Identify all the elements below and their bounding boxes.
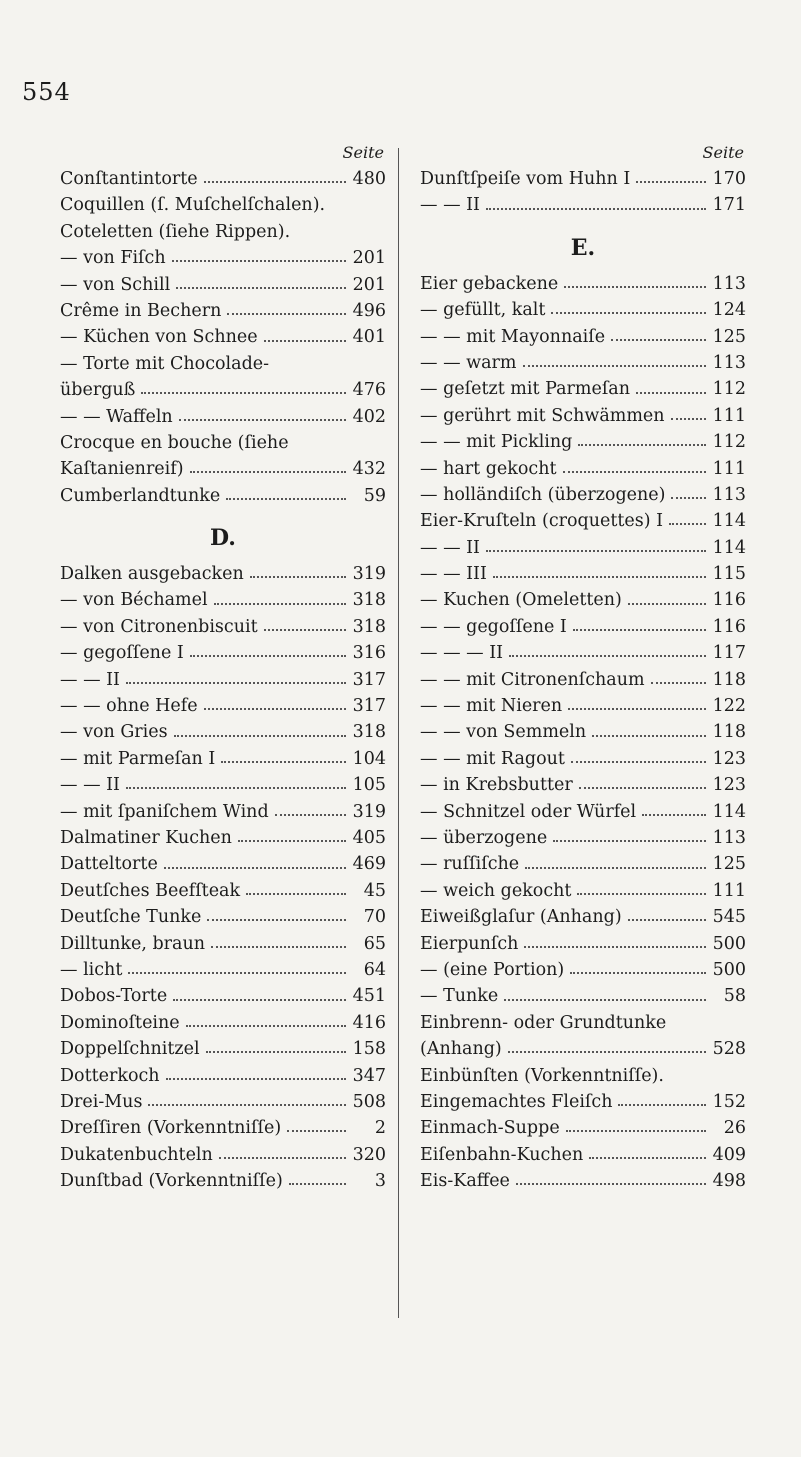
- entry-page-number: 112: [712, 379, 746, 400]
- entry-page-number: 58: [723, 986, 746, 1007]
- entry-page-number: 64: [363, 959, 386, 980]
- entry-text: — licht: [60, 959, 123, 980]
- index-block-d-continued: [420, 166, 746, 219]
- entry-text: — — gegoſſene I: [420, 616, 567, 637]
- entry-text: Dominoſteine: [60, 1012, 180, 1033]
- leader-dots: [523, 365, 707, 367]
- index-entry: [420, 1168, 746, 1194]
- entry-text: — gegoſſene I: [60, 643, 184, 664]
- leader-dots: [671, 418, 706, 420]
- leader-dots: [589, 1157, 706, 1159]
- entry-page-number: 409: [712, 1144, 746, 1165]
- leader-dots: [190, 655, 346, 657]
- entry-text: — mit Parmeſan I: [60, 748, 216, 769]
- leader-dots: [287, 1130, 346, 1132]
- left-column: [60, 140, 386, 1194]
- entry-text: — hart gekocht: [420, 458, 557, 479]
- entry-page-number: 405: [352, 827, 386, 848]
- entry-page-number: 104: [352, 748, 386, 769]
- entry-page-number: 451: [352, 986, 386, 1007]
- entry-text: — überzogene: [420, 827, 548, 848]
- index-entry: [420, 350, 746, 376]
- leader-dots: [578, 444, 706, 446]
- entry-text: (Anhang): [420, 1039, 502, 1060]
- index-block-c: [60, 166, 386, 509]
- entry-text: — — II: [420, 537, 480, 558]
- entry-text: Eiweißglaſur (Anhang): [420, 907, 622, 928]
- entry-text: — von Fiſch: [60, 248, 166, 269]
- entry-text: Dukatenbuchteln: [60, 1144, 213, 1165]
- entry-page-number: 112: [712, 432, 746, 453]
- entry-page-number: 317: [352, 669, 386, 690]
- entry-text: — — mit Ragout: [420, 748, 565, 769]
- entry-page-number: 508: [352, 1091, 386, 1112]
- entry-text: — gefüllt, kalt: [420, 300, 546, 321]
- leader-dots: [128, 972, 346, 974]
- entry-page-number: 317: [352, 696, 386, 717]
- leader-dots: [227, 313, 346, 315]
- index-entry: [60, 799, 386, 825]
- leader-dots: [126, 682, 346, 684]
- index-entry: [420, 508, 746, 534]
- entry-page-number: 113: [712, 827, 746, 848]
- index-entry: [60, 878, 386, 904]
- entry-text: — von Béchamel: [60, 590, 208, 611]
- index-entry: [420, 1010, 746, 1036]
- index-entry: [420, 614, 746, 640]
- index-entry: [420, 587, 746, 613]
- leader-dots: [671, 497, 706, 499]
- entry-text: überguß: [60, 380, 136, 401]
- entry-page-number: 319: [352, 801, 386, 822]
- index-entry: [60, 377, 386, 403]
- index-entry: [420, 1089, 746, 1115]
- entry-text: Coteletten (ſiehe Rippen).: [60, 221, 291, 242]
- leader-dots: [206, 1051, 346, 1053]
- entry-page-number: 500: [712, 933, 746, 954]
- entry-text: Dreſſiren (Vorkenntniſſe): [60, 1118, 282, 1139]
- leader-dots: [186, 1025, 346, 1027]
- entry-page-number: 124: [712, 300, 746, 321]
- index-entry: [60, 667, 386, 693]
- index-entry: [60, 614, 386, 640]
- entry-text: Einmach-Suppe: [420, 1118, 560, 1139]
- entry-text: — weich gekocht: [420, 880, 572, 901]
- leader-dots: [642, 814, 706, 816]
- entry-text: Eier-Kruſteln (croquettes) I: [420, 511, 664, 532]
- leader-dots: [126, 787, 346, 789]
- index-entry: [420, 1063, 746, 1089]
- entry-text: — — von Semmeln: [420, 722, 587, 743]
- entry-text: — geſetzt mit Parmeſan: [420, 379, 631, 400]
- index-entry: [60, 1063, 386, 1089]
- entry-page-number: 152: [712, 1091, 746, 1112]
- entry-text: Conſtantintorte: [60, 169, 198, 189]
- entry-page-number: 319: [352, 564, 386, 585]
- leader-dots: [179, 419, 346, 421]
- entry-text: Doppelſchnitzel: [60, 1039, 200, 1060]
- entry-text: Eierpunſch: [420, 933, 519, 954]
- index-entry: [60, 1142, 386, 1168]
- entry-text: Eier gebackene: [420, 273, 559, 294]
- entry-page-number: 500: [712, 959, 746, 980]
- leader-dots: [566, 1130, 706, 1132]
- index-entry: [60, 825, 386, 851]
- index-entry: [420, 983, 746, 1009]
- leader-dots: [504, 999, 706, 1001]
- index-entry: [60, 931, 386, 957]
- leader-dots: [141, 392, 346, 394]
- leader-dots: [207, 919, 346, 921]
- leader-dots: [176, 287, 346, 289]
- entry-page-number: 118: [712, 669, 746, 690]
- page-column-header: Seite: [702, 143, 744, 162]
- entry-text: — in Krebsbutter: [420, 775, 573, 796]
- entry-page-number: 528: [712, 1039, 746, 1060]
- entry-text: — — mit Pickling: [420, 432, 573, 453]
- entry-text: — — Waffeln: [60, 406, 173, 427]
- entry-page-number: 118: [712, 722, 746, 743]
- entry-page-number: 318: [352, 722, 386, 743]
- entry-text: — — mit Nieren: [420, 696, 563, 717]
- entry-page-number: 114: [712, 801, 746, 822]
- index-entry: [60, 483, 386, 509]
- leader-dots: [636, 392, 706, 394]
- index-entry: [420, 799, 746, 825]
- index-entry: [60, 1036, 386, 1062]
- index-entry: [60, 351, 386, 377]
- index-entry: [60, 166, 386, 192]
- entry-text: — — II: [60, 775, 120, 796]
- entry-page-number: 70: [363, 907, 386, 928]
- index-entry: [420, 297, 746, 323]
- leader-dots: [618, 1104, 706, 1106]
- entry-page-number: 113: [712, 273, 746, 294]
- entry-page-number: 111: [712, 880, 746, 901]
- entry-page-number: 469: [352, 854, 386, 875]
- leader-dots: [669, 523, 706, 525]
- entry-page-number: 2: [374, 1118, 386, 1139]
- leader-dots: [509, 655, 706, 657]
- index-entry: [420, 640, 746, 666]
- entry-text: Dunſtſpeiſe vom Huhn I: [420, 169, 631, 189]
- entry-text: — ruſſiſche: [420, 854, 520, 875]
- index-entry: [60, 1168, 386, 1194]
- entry-page-number: 318: [352, 590, 386, 611]
- index-entry: [420, 1115, 746, 1141]
- section-letter-d: D.: [210, 525, 236, 552]
- entry-page-number: 59: [363, 485, 386, 506]
- leader-dots: [204, 708, 346, 710]
- index-entry: [60, 851, 386, 877]
- column-divider: [398, 148, 399, 1318]
- index-entry: [420, 166, 746, 192]
- leader-dots: [611, 339, 706, 341]
- entry-page-number: 545: [712, 907, 746, 928]
- entry-text: Einbünſten (Vorkenntniſſe).: [420, 1065, 664, 1086]
- entry-page-number: 171: [712, 195, 746, 216]
- index-block-e: [420, 271, 746, 1195]
- leader-dots: [628, 603, 706, 605]
- entry-page-number: 402: [352, 406, 386, 427]
- leader-dots: [264, 340, 346, 342]
- index-entry: [60, 430, 386, 456]
- entry-page-number: 115: [712, 564, 746, 585]
- leader-dots: [551, 312, 706, 314]
- entry-text: — — ohne Hefe: [60, 696, 198, 717]
- entry-text: — — mit Mayonnaiſe: [420, 326, 606, 347]
- index-entry: [420, 772, 746, 798]
- entry-text: — Tunke: [420, 986, 499, 1007]
- index-entry: [420, 324, 746, 350]
- entry-page-number: 347: [352, 1065, 386, 1086]
- entry-page-number: 113: [712, 352, 746, 373]
- entry-page-number: 123: [712, 775, 746, 796]
- entry-text: — — II: [420, 195, 480, 216]
- leader-dots: [577, 893, 706, 895]
- index-entry: [60, 1089, 386, 1115]
- entry-text: Kaſtanienreif): [60, 459, 184, 480]
- entry-text: Dalmatiner Kuchen: [60, 827, 232, 848]
- entry-text: — Schnitzel oder Würfel: [420, 801, 637, 822]
- leader-dots: [651, 682, 706, 684]
- entry-text: Eingemachtes Fleiſch: [420, 1091, 613, 1112]
- index-entry: [60, 456, 386, 482]
- entry-page-number: 476: [352, 380, 386, 401]
- entry-page-number: 416: [352, 1012, 386, 1033]
- entry-page-number: 496: [352, 300, 386, 321]
- entry-page-number: 111: [712, 405, 746, 426]
- entry-page-number: 111: [712, 458, 746, 479]
- entry-text: Dunſtbad (Vorkenntniſſe): [60, 1171, 283, 1192]
- entry-page-number: 116: [712, 590, 746, 611]
- index-entry: [60, 1010, 386, 1036]
- entry-text: — Küchen von Schnee: [60, 327, 258, 348]
- leader-dots: [493, 576, 706, 578]
- index-entry: [60, 298, 386, 324]
- page-number: 554: [22, 78, 71, 106]
- leader-dots: [570, 972, 706, 974]
- leader-dots: [246, 893, 346, 895]
- index-entry: [420, 376, 746, 402]
- leader-dots: [204, 181, 346, 183]
- leader-dots: [553, 840, 706, 842]
- entry-page-number: 170: [712, 169, 746, 189]
- entry-page-number: 158: [352, 1039, 386, 1060]
- index-entry: [60, 219, 386, 245]
- index-entry: [60, 746, 386, 772]
- index-entry: [60, 245, 386, 271]
- leader-dots: [508, 1051, 706, 1053]
- leader-dots: [173, 999, 346, 1001]
- index-entry: [60, 272, 386, 298]
- entry-text: Deutſches Beefſteak: [60, 880, 241, 901]
- leader-dots: [148, 1104, 346, 1106]
- entry-page-number: 316: [352, 643, 386, 664]
- leader-dots: [289, 1183, 346, 1185]
- entry-text: — Torte mit Chocolade-: [60, 353, 270, 374]
- entry-text: — — III: [420, 564, 487, 585]
- index-entry: [420, 456, 746, 482]
- leader-dots: [166, 1078, 346, 1080]
- leader-dots: [226, 498, 346, 500]
- index-entry: [420, 271, 746, 297]
- section-letter-e: E.: [570, 234, 596, 261]
- leader-dots: [275, 814, 346, 816]
- index-entry: [420, 192, 746, 218]
- entry-page-number: 45: [363, 880, 386, 901]
- entry-text: — holländiſch (überzogene): [420, 484, 666, 505]
- entry-text: — (eine Portion): [420, 959, 565, 980]
- leader-dots: [211, 946, 346, 948]
- leader-dots: [568, 708, 706, 710]
- index-entry: [420, 667, 746, 693]
- entry-page-number: 498: [712, 1171, 746, 1192]
- leader-dots: [525, 867, 706, 869]
- right-column: [420, 140, 746, 1194]
- leader-dots: [573, 629, 706, 631]
- index-entry: [60, 192, 386, 218]
- index-entry: [60, 983, 386, 1009]
- index-entry: [60, 772, 386, 798]
- entry-page-number: 320: [352, 1144, 386, 1165]
- index-entry: [60, 719, 386, 745]
- entry-page-number: 105: [352, 775, 386, 796]
- leader-dots: [592, 735, 706, 737]
- entry-text: Crême in Bechern: [60, 300, 222, 321]
- entry-text: — — II: [60, 669, 120, 690]
- leader-dots: [221, 761, 346, 763]
- index-entry: [420, 931, 746, 957]
- leader-dots: [524, 946, 706, 948]
- leader-dots: [516, 1183, 706, 1185]
- leader-dots: [563, 471, 706, 473]
- entry-text: Dilltunke, braun: [60, 933, 206, 954]
- entry-page-number: 125: [712, 854, 746, 875]
- page-column-header: Seite: [342, 143, 384, 162]
- entry-text: Dotterkoch: [60, 1065, 160, 1086]
- index-entry: [420, 482, 746, 508]
- index-entry: [60, 693, 386, 719]
- entry-page-number: 318: [352, 616, 386, 637]
- leader-dots: [486, 208, 706, 210]
- entry-text: Crocque en bouche (ſiehe: [60, 432, 289, 453]
- entry-page-number: 65: [363, 933, 386, 954]
- entry-text: — Kuchen (Omeletten): [420, 590, 622, 611]
- leader-dots: [564, 286, 706, 288]
- entry-text: — — warm: [420, 352, 517, 373]
- entry-text: Eiſenbahn-Kuchen: [420, 1144, 584, 1165]
- entry-text: — mit ſpaniſchem Wind: [60, 801, 269, 822]
- index-entry: [420, 1142, 746, 1168]
- index-entry: [420, 825, 746, 851]
- index-block-d: [60, 561, 386, 1194]
- entry-text: — — mit Citronenſchaum: [420, 669, 645, 690]
- index-entry: [420, 878, 746, 904]
- entry-page-number: 117: [712, 643, 746, 664]
- leader-dots: [214, 603, 346, 605]
- index-entry: [60, 324, 386, 350]
- entry-text: Coquillen (ſ. Muſchelſchalen).: [60, 195, 326, 216]
- index-entry: [420, 719, 746, 745]
- entry-page-number: 432: [352, 459, 386, 480]
- index-entry: [420, 403, 746, 429]
- entry-page-number: 122: [712, 696, 746, 717]
- entry-page-number: 114: [712, 537, 746, 558]
- leader-dots: [174, 735, 346, 737]
- index-entry: [60, 561, 386, 587]
- index-entry: [420, 535, 746, 561]
- entry-page-number: 125: [712, 326, 746, 347]
- entry-text: — von Gries: [60, 722, 168, 743]
- index-entry: [420, 1036, 746, 1062]
- entry-text: Datteltorte: [60, 854, 158, 875]
- index-entry: [420, 429, 746, 455]
- leader-dots: [636, 181, 706, 183]
- leader-dots: [164, 867, 346, 869]
- index-entry: [60, 587, 386, 613]
- entry-text: Dobos-Torte: [60, 986, 168, 1007]
- entry-text: Dalken ausgebacken: [60, 564, 244, 585]
- entry-page-number: 201: [352, 248, 386, 269]
- entry-text: — von Schill: [60, 274, 171, 295]
- index-entry: [420, 561, 746, 587]
- leader-dots: [250, 576, 346, 578]
- entry-page-number: 401: [352, 327, 386, 348]
- entry-page-number: 26: [723, 1118, 746, 1139]
- index-entry: [420, 851, 746, 877]
- index-entry: [420, 746, 746, 772]
- entry-text: Drei-Mus: [60, 1091, 143, 1112]
- index-entry: [60, 957, 386, 983]
- entry-text: Eis-Kaffee: [420, 1171, 510, 1192]
- leader-dots: [238, 840, 346, 842]
- leader-dots: [219, 1157, 346, 1159]
- entry-page-number: 3: [374, 1171, 386, 1192]
- entry-text: — gerührt mit Schwämmen: [420, 405, 665, 426]
- entry-page-number: 480: [352, 169, 386, 189]
- leader-dots: [628, 919, 706, 921]
- entry-page-number: 113: [712, 484, 746, 505]
- leader-dots: [486, 550, 706, 552]
- entry-page-number: 114: [712, 511, 746, 532]
- index-entry: [60, 904, 386, 930]
- leader-dots: [172, 260, 346, 262]
- index-entry: [60, 404, 386, 430]
- leader-dots: [579, 787, 706, 789]
- index-entry: [60, 640, 386, 666]
- leader-dots: [264, 629, 346, 631]
- index-entry: [420, 957, 746, 983]
- entry-text: — von Citronenbiscuit: [60, 616, 258, 637]
- index-entry: [420, 904, 746, 930]
- entry-text: — — — II: [420, 643, 504, 664]
- entry-page-number: 116: [712, 616, 746, 637]
- entry-page-number: 201: [352, 274, 386, 295]
- entry-text: Cumberlandtunke: [60, 485, 221, 506]
- entry-page-number: 123: [712, 748, 746, 769]
- index-entry: [60, 1115, 386, 1141]
- entry-text: Einbrenn- oder Grundtunke: [420, 1012, 667, 1033]
- index-entry: [420, 693, 746, 719]
- leader-dots: [571, 761, 706, 763]
- entry-text: Deutſche Tunke: [60, 907, 202, 928]
- leader-dots: [190, 471, 346, 473]
